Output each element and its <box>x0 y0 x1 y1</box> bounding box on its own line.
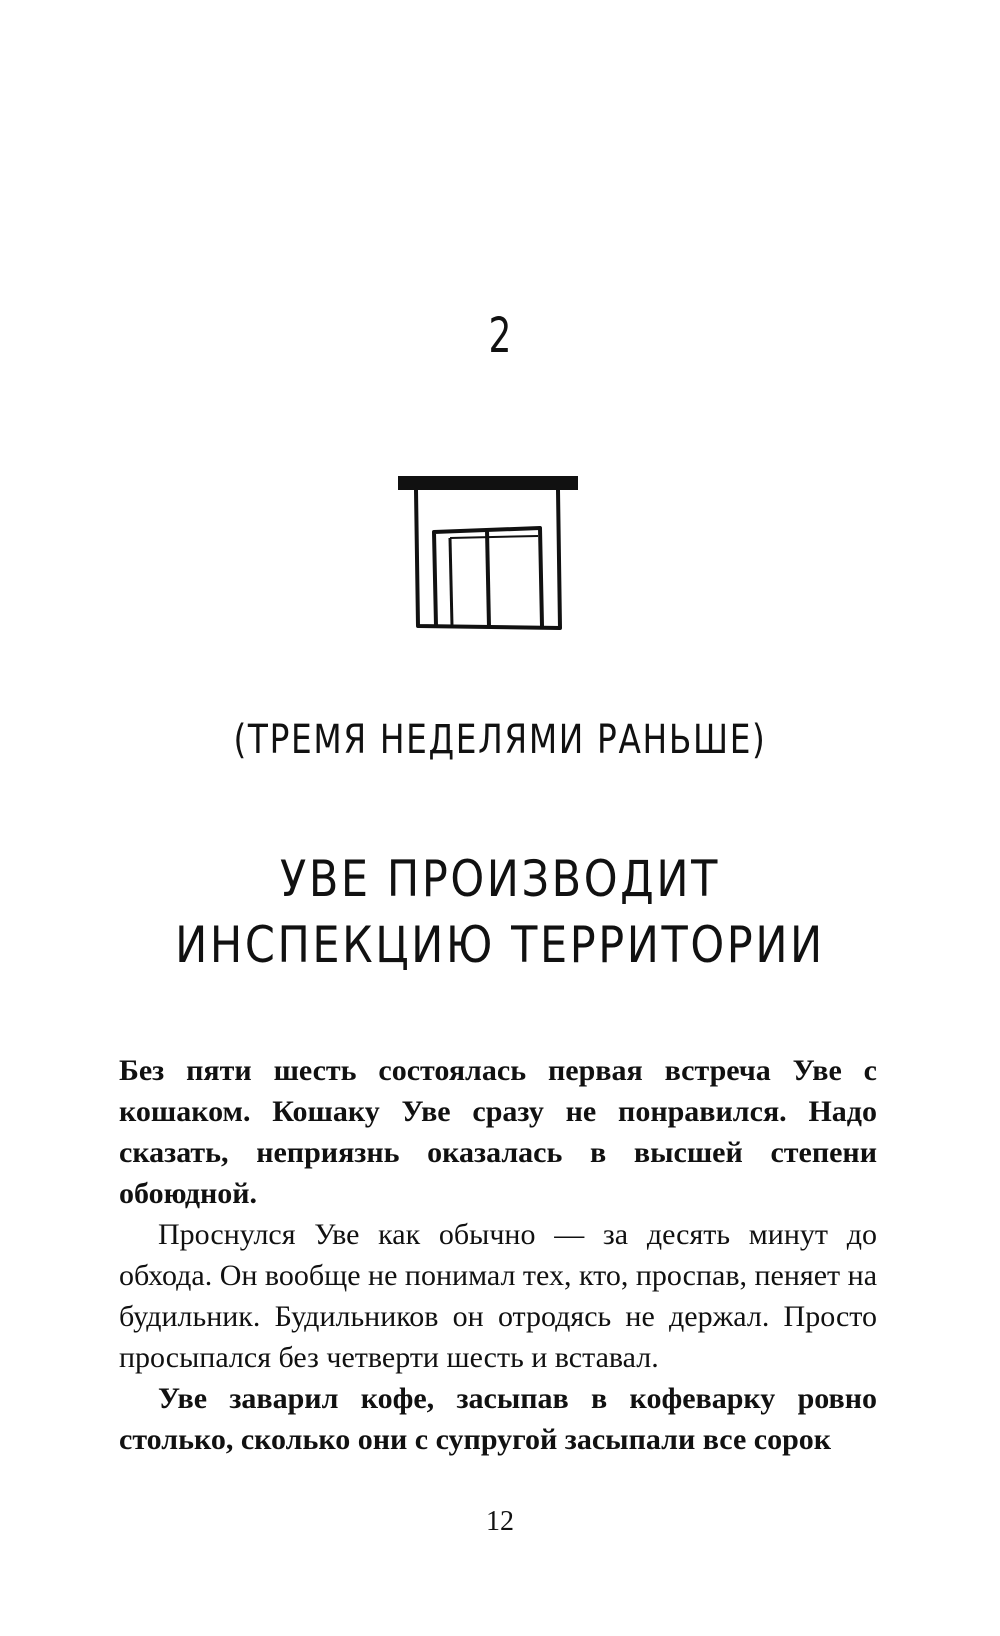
chapter-subtitle: (ТРЕМЯ НЕДЕЛЯМИ РАНЬШЕ) <box>233 717 767 763</box>
paragraph-2: Проснулся Уве как обычно — за десять минут до обхода. Он вообще не понимал тех, кто, проспав, пеняет на будильник. Будильников он отродясь не держал. Просто просыпался без четверти шесть и вставал. <box>119 1218 878 1374</box>
paragraph-1: Без пяти шесть состоялась первая встреча Уве с кошаком. Кошаку Уве сразу не понравился. Надо сказать, неприязнь оказалась в высшей степени обоюдной. <box>119 1054 877 1210</box>
door-icon <box>398 476 588 656</box>
body-text <box>119 1050 877 1460</box>
chapter-number: 2 <box>488 308 512 364</box>
page-number: 12 <box>486 1506 514 1537</box>
chapter-title-line-2: ИНСПЕКЦИЮ ТЕРРИТОРИИ <box>175 916 825 974</box>
chapter-title <box>70 846 930 978</box>
chapter-title-line-1: УВЕ ПРОИЗВОДИТ <box>280 850 720 908</box>
paragraph-3: Уве заварил кофе, засыпав в кофеварку ровно столько, сколько они с супругой засыпали все сорок <box>119 1382 877 1456</box>
